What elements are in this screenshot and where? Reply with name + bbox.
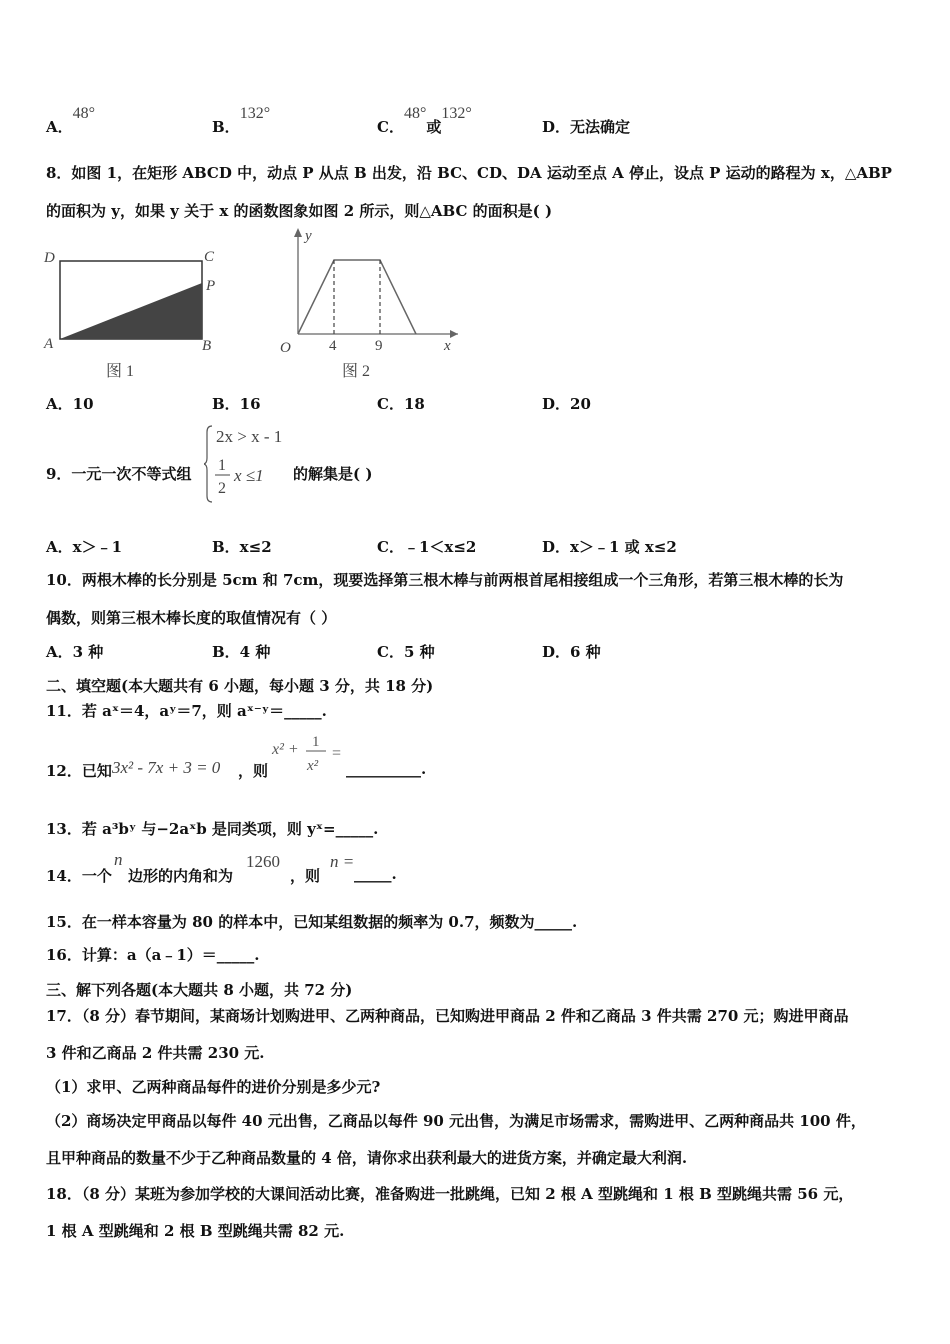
q12-frac-num: 1 xyxy=(312,734,320,750)
q7-option-a-label: A． xyxy=(46,118,73,136)
q12-expr-a: x² + xyxy=(272,741,299,758)
q8-line1: 8．如图 1，在矩形 ABCD 中，动点 P 从点 B 出发，沿 BC、CD、DA 运动至点 A 停止，设点 P 运动的路程为 x，△ABP xyxy=(46,164,892,182)
q10-option-b: B．4 种 xyxy=(212,643,271,661)
q14-n: n xyxy=(114,850,123,869)
q9-ineq2: x ≤1 xyxy=(234,466,264,485)
q10-option-d: D．6 种 xyxy=(542,643,601,661)
q14-blank: _____. xyxy=(354,865,397,883)
q18-line1: 18．（8 分）某班为参加学校的大课间活动比赛，准备购进一批跳绳，已知 2 根 A 型跳绳和 1 根 B 型跳绳共需 56 元， xyxy=(46,1185,854,1203)
q7-option-d: D．无法确定 xyxy=(542,118,631,136)
fig2-label-o: O xyxy=(280,340,291,356)
q12-prefix: 12．已知 xyxy=(46,762,112,780)
fig2-caption: 图 2 xyxy=(342,363,371,380)
fig1-label-d: D xyxy=(44,250,55,266)
q9-prefix: 9．一元一次不等式组 xyxy=(46,465,192,483)
q9-option-c: C．﹣1＜x≤2 xyxy=(377,538,477,556)
q8-line2: 的面积为 y，如果 y 关于 x 的函数图象如图 2 所示，则△ABC 的面积是( ) xyxy=(46,202,553,220)
q14-mid: 边形的内角和为 xyxy=(128,867,234,885)
q12-equation: 3x² - 7x + 3 = 0 xyxy=(112,758,221,777)
q17-line1: 17．（8 分）春节期间，某商场计划购进甲、乙两种商品，已知购进甲商品 2 件和乙商品 3 件共需 270 元；购进甲商品 xyxy=(46,1007,849,1025)
q14-mid2: ，则 xyxy=(290,867,321,885)
q17-line4: （2）商场决定甲商品以每件 40 元出售，乙商品以每件 90 元出售，为满足市场需求，需购进甲、乙两种商品共 100 件， xyxy=(46,1112,866,1130)
q8-figure-2 xyxy=(258,224,468,384)
fig2-tick-9: 9 xyxy=(375,338,383,354)
q12-expression xyxy=(270,732,350,780)
section2-heading: 二、填空题(本大题共有 6 小题，每小题 3 分，共 18 分) xyxy=(46,677,434,695)
fig1-label-p: P xyxy=(206,278,216,294)
q12-equals: = xyxy=(332,745,342,762)
q9-frac-num: 1 xyxy=(218,457,226,474)
q8-figure-1 xyxy=(40,240,225,385)
q8-option-d: D．20 xyxy=(542,395,591,413)
q11: 11．若 aˣ＝4，aʸ＝7，则 aˣ⁻ʸ＝_____. xyxy=(46,702,327,720)
fig1-label-a: A xyxy=(44,336,54,352)
q7-option-b xyxy=(212,105,271,137)
q9-frac-den: 2 xyxy=(218,480,226,497)
q16: 16．计算：a（a﹣1）＝_____. xyxy=(46,946,260,964)
q10-option-c: C．5 种 xyxy=(377,643,435,661)
q9-option-b: B．x≤2 xyxy=(212,538,272,556)
fig1-label-c: C xyxy=(204,249,215,265)
q14-prefix: 14．一个 xyxy=(46,867,112,885)
q9-option-d: D．x＞﹣1 或 x≤2 xyxy=(542,538,677,556)
brace-icon xyxy=(204,426,212,502)
q7-option-c-value2: 132° xyxy=(441,105,472,122)
q10-line1: 10．两根木棒的长分别是 5cm 和 7cm，现要选择第三根木棒与前两根首尾相接组成一个三角形，若第三根木棒的长为 xyxy=(46,571,844,589)
q12-frac-den: x² xyxy=(307,758,319,774)
q7-option-b-label: B． xyxy=(212,118,240,136)
q17-line5: 且甲种商品的数量不少于乙种商品数量的 4 倍，请你求出获利最大的进货方案，并确定最大利润. xyxy=(46,1149,688,1167)
q13: 13．若 a³bʸ 与−2aˣb 是同类项，则 yˣ=_____. xyxy=(46,820,379,838)
fig2-label-y: y xyxy=(305,228,312,244)
q12-blank: __________. xyxy=(346,760,427,778)
q9-ineq1: 2x > x - 1 xyxy=(216,427,283,446)
q8-option-a: A．10 xyxy=(46,395,94,413)
q10-option-a: A．3 种 xyxy=(46,643,104,661)
q7-option-c xyxy=(377,105,472,137)
q8-option-c: C．18 xyxy=(377,395,425,413)
q14-value: 1260 xyxy=(246,852,280,871)
q14-n2: n = xyxy=(330,852,355,871)
fig2-function-graph xyxy=(298,260,416,334)
q9-suffix: 的解集是( ) xyxy=(293,465,373,483)
fig2-label-x: x xyxy=(444,338,451,354)
fig2-x-arrow xyxy=(450,330,458,338)
q12-mid: ，则 xyxy=(238,762,269,780)
shaded-triangle-abp xyxy=(60,283,202,339)
q9-inequality-system xyxy=(204,422,294,506)
q17-line2: 3 件和乙商品 2 件共需 230 元. xyxy=(46,1044,265,1062)
q7-option-c-value1: 48° xyxy=(403,105,427,122)
q17-line3: （1）求甲、乙两种商品每件的进价分别是多少元? xyxy=(46,1078,381,1096)
q7-option-b-value: 132° xyxy=(239,105,271,122)
q7-option-a xyxy=(46,105,96,137)
q15: 15．在一样本容量为 80 的样本中，已知某组数据的频率为 0.7，频数为_____. xyxy=(46,913,578,931)
q18-line2: 1 根 A 型跳绳和 2 根 B 型跳绳共需 82 元. xyxy=(46,1222,345,1240)
fig2-y-arrow xyxy=(294,228,302,237)
q7-option-a-value: 48° xyxy=(72,105,96,122)
q8-option-b: B．16 xyxy=(212,395,261,413)
fig1-label-b: B xyxy=(202,338,212,354)
q10-line2: 偶数，则第三根木棒长度的取值情况有（ ） xyxy=(46,609,337,627)
q9-option-a: A．x＞﹣1 xyxy=(46,538,123,556)
section3-heading: 三、解下列各题(本大题共 8 小题，共 72 分) xyxy=(46,981,353,999)
q7-option-c-or: 或 xyxy=(426,118,442,136)
q7-option-c-label: C． xyxy=(377,118,404,136)
fig2-tick-4: 4 xyxy=(329,338,337,354)
fig1-caption: 图 1 xyxy=(106,363,135,380)
